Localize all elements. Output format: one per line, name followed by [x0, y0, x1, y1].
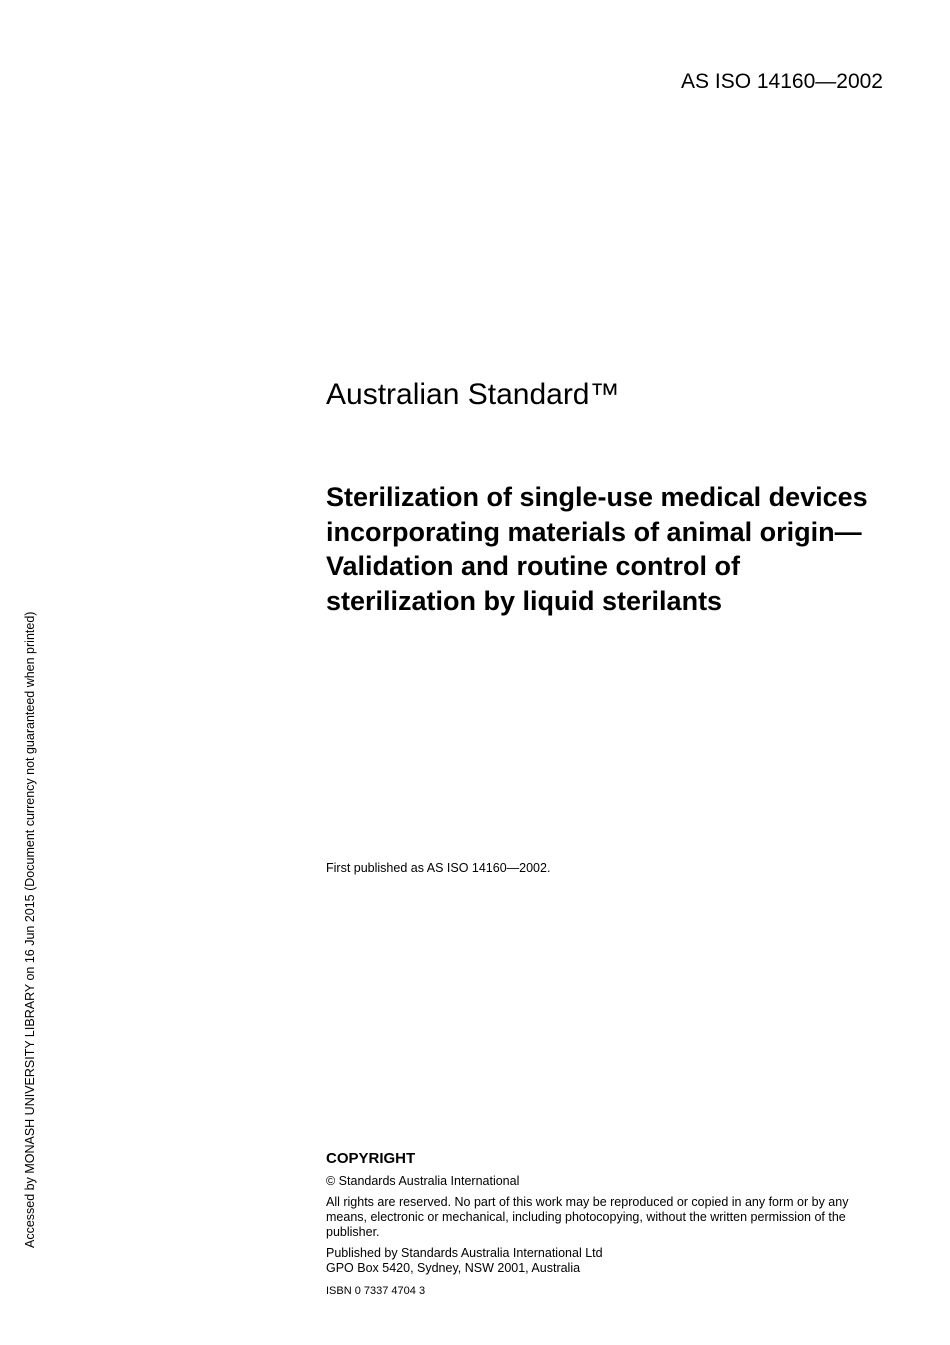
copyright-heading: COPYRIGHT — [326, 1150, 416, 1167]
document-title: Sterilization of single-use medical devices incorporating materials of animal origin— Validation and routine control of sterilization by liquid sterilants — [326, 482, 868, 616]
rights-statement: All rights are reserved. No part of this work may be reproduced or copied in any form or by any means, electronic or mechanical, including photocopying, without the written permission of the publisher. — [326, 1195, 849, 1239]
publisher-info — [326, 1246, 886, 1276]
document-number: AS ISO 14160—2002 — [681, 70, 883, 93]
standard-brand: Australian Standard™ — [326, 378, 620, 411]
first-published-note: First published as AS ISO 14160—2002. — [326, 861, 551, 875]
access-watermark: Accessed by MONASH UNIVERSITY LIBRARY on 16 Jun 2015 (Document currency not guaranteed when printed) — [23, 611, 37, 1248]
isbn: ISBN 0 7337 4704 3 — [326, 1285, 426, 1297]
publisher-address: GPO Box 5420, Sydney, NSW 2001, Australia — [326, 1261, 581, 1275]
publisher-name: Published by Standards Australia International Ltd — [326, 1246, 603, 1260]
copyright-section — [326, 1149, 886, 1298]
copyright-owner: © Standards Australia International — [326, 1174, 520, 1188]
